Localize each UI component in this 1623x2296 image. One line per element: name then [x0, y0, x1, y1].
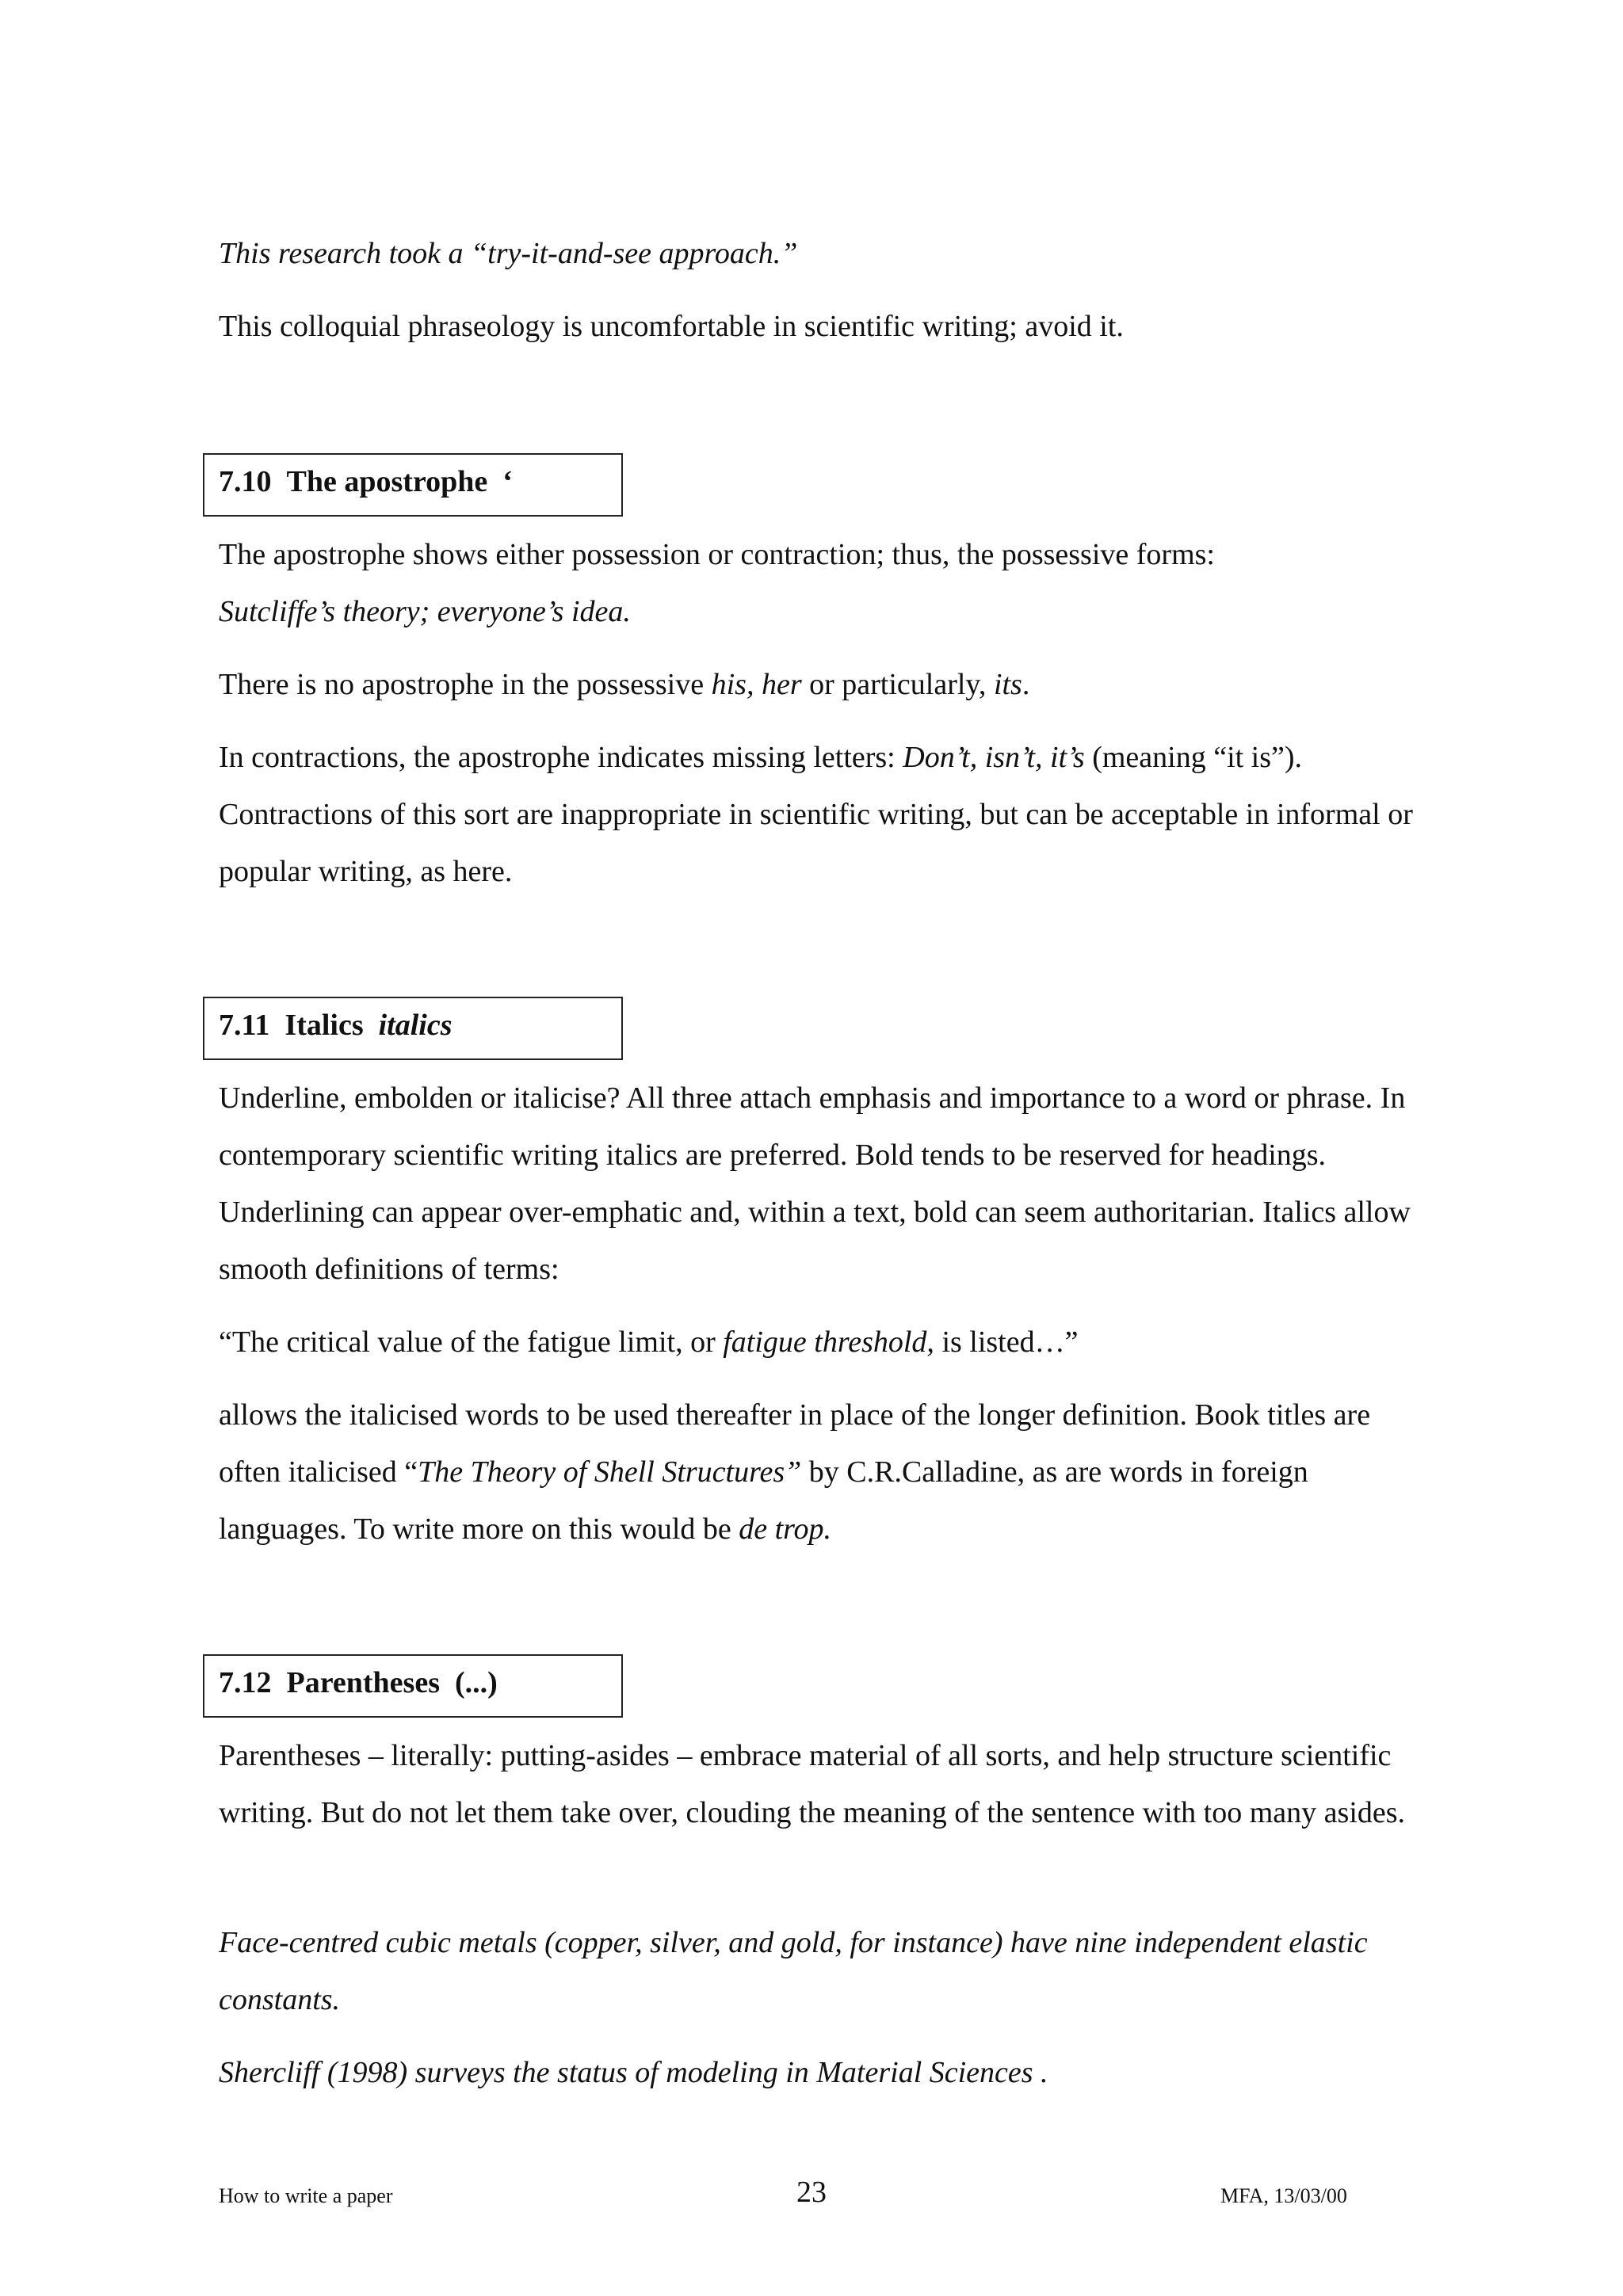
italic-text-run: de trop.	[739, 1512, 832, 1546]
italics-paragraph-1: Underline, embolden or italicise? All three attach emphasis and importance to a word or phrase. In contemporary scientific writing italics are preferred. Bold tends to be reserved for headings. Underlining can appear over-emphatic and, within a text, bold can seem authoritarian. Italics allow smooth definitions of terms:	[219, 1081, 1411, 1286]
section-heading-apostrophe	[203, 453, 623, 517]
section-title: Parentheses	[286, 1666, 440, 1699]
section-symbol: italics	[378, 1009, 453, 1042]
apostrophe-example: Sutcliffe’s theory; everyone’s idea.	[219, 595, 631, 628]
page-number: 23	[796, 2176, 827, 2209]
section-heading-italics	[203, 997, 623, 1060]
text-run: .	[1022, 668, 1030, 701]
text-run: allows the italicised words to be used thereafter in place of the longer definition. Book titles are often italicised “	[219, 1398, 1371, 1489]
section-heading-parentheses	[203, 1654, 623, 1718]
italic-text-run: fatigue threshold,	[723, 1325, 934, 1359]
apostrophe-paragraph-2	[219, 656, 1423, 713]
section-symbol: ‘	[502, 465, 513, 498]
section-heading-text	[219, 1664, 498, 1702]
section-heading-text	[219, 463, 513, 501]
section-symbol: (...)	[455, 1666, 498, 1699]
section-number: 7.11	[219, 1009, 270, 1042]
section-number: 7.10	[219, 465, 272, 498]
section-title: Italics	[285, 1009, 364, 1042]
text-run: or particularly,	[801, 668, 994, 701]
footer-title: How to write a paper	[219, 2184, 393, 2207]
section-heading-text	[219, 1006, 453, 1044]
section-number: 7.12	[219, 1666, 272, 1699]
text-run: In contractions, the apostrophe indicates missing letters:	[219, 741, 903, 774]
italic-text-run: The Theory of Shell Structures”	[418, 1455, 802, 1489]
apostrophe-paragraph-3	[219, 729, 1423, 900]
intro-comment: This colloquial phraseology is uncomfortable in scientific writing; avoid it.	[219, 310, 1124, 343]
italics-paragraph-2	[219, 1386, 1423, 1558]
intro-example: This research took a “try-it-and-see approach.”	[219, 237, 798, 270]
section-title: The apostrophe	[286, 465, 488, 498]
parentheses-example-2: Shercliff (1998) surveys the status of modeling in Material Sciences .	[219, 2056, 1048, 2089]
parentheses-example-1: Face-centred cubic metals (copper, silver, and gold, for instance) have nine independent elastic constants.	[219, 1926, 1368, 2016]
text-run: is listed…”	[934, 1325, 1079, 1359]
parentheses-paragraph-1: Parentheses – literally: putting-asides – embrace material of all sorts, and help structure scientific writing. But do not let them take over, clouding the meaning of the sentence with too many asides.	[219, 1739, 1406, 1829]
apostrophe-paragraph-1: The apostrophe shows either possession or contraction; thus, the possessive forms:	[219, 538, 1215, 571]
text-run: (meaning “it is”). Contractions of this sort are inappropriate in scientific writing, but can be acceptable in informal or popular writing, as here.	[219, 741, 1413, 888]
italics-quote	[219, 1314, 1423, 1371]
italic-text-run: his, her	[711, 668, 802, 701]
text-run: by C.R.Calladine, as are words in foreign languages. To write more on this would be	[219, 1455, 1308, 1546]
italic-text-run: its	[993, 668, 1022, 701]
text-run: There is no apostrophe in the possessive	[219, 668, 712, 701]
italic-text-run: Don’t, isn’t, it’s	[903, 741, 1085, 774]
text-run: “The critical value of the fatigue limit, or	[219, 1325, 724, 1359]
footer-author-date: MFA, 13/03/00	[1220, 2184, 1347, 2207]
